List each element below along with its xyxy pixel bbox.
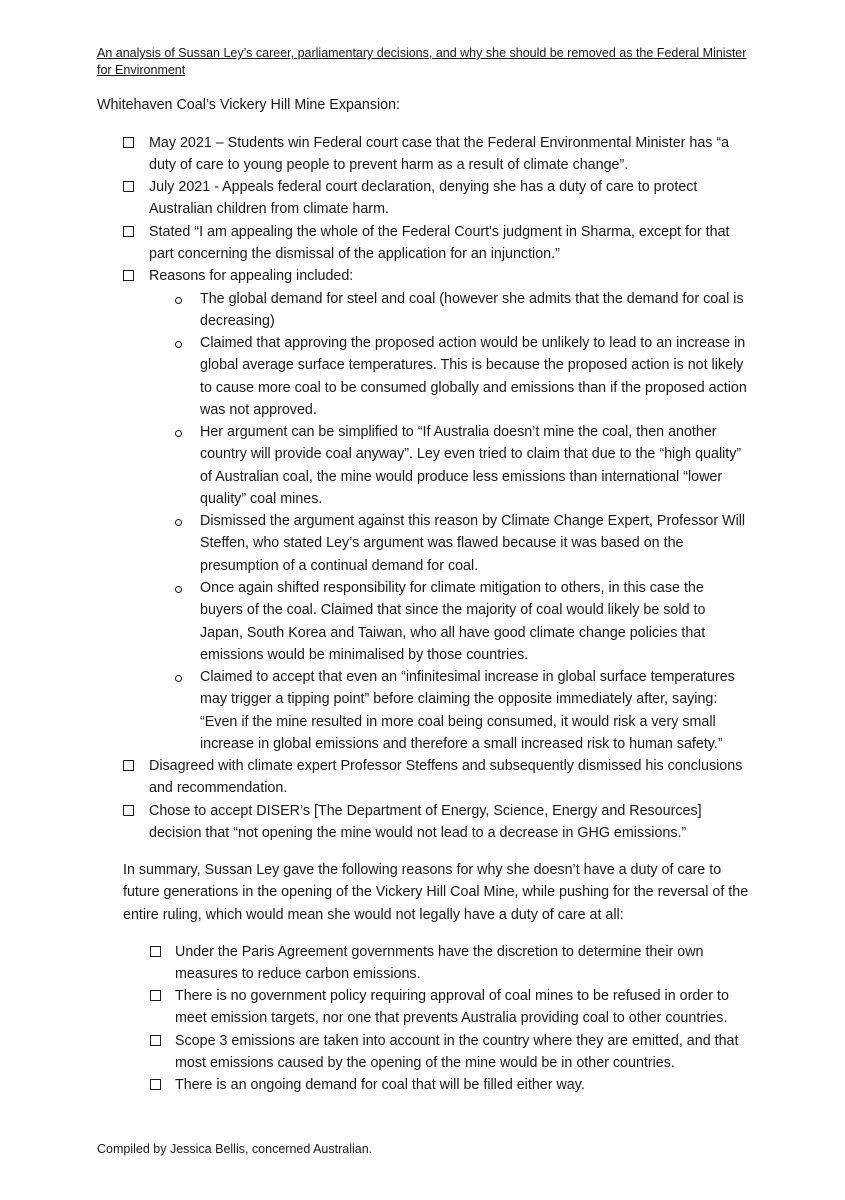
- bullet-icon: [175, 519, 182, 526]
- checkbox[interactable]: [150, 1079, 161, 1090]
- list-item: Once again shifted responsibility for climate mitigation to others, in this case the buyers of the coal. Claimed that since the majority of coal would likely be sold to Japan, South Korea and Taiwan, who all have good climate change policies that emissions would be minimalised by those countries.: [200, 580, 706, 663]
- checkbox[interactable]: [123, 270, 134, 281]
- bullet-icon: [175, 586, 182, 593]
- checklist-item: July 2021 - Appeals federal court declaration, denying she has a duty of care to protect Australian children from climate harm.: [149, 179, 698, 218]
- checkbox[interactable]: [150, 990, 161, 1001]
- list-item: Dismissed the argument against this reason by Climate Change Expert, Professor Will Steffen, who stated Ley’s argument was flawed because it was based on the presumption of a continual demand for coal.: [200, 513, 746, 574]
- footer-credit: Compiled by Jessica Bellis, concerned Australian.: [97, 1142, 373, 1156]
- list-item: Claimed that approving the proposed action would be unlikely to lead to an increase in global average surface temperatures. This is because the proposed action is not likely to cause more coal to be consumed globally and emissions than if the proposed action was not approved.: [200, 335, 747, 418]
- list-item: The global demand for steel and coal (however she admits that the demand for coal is decreasing): [200, 291, 744, 330]
- checkbox[interactable]: [123, 181, 134, 192]
- checkbox[interactable]: [123, 760, 134, 771]
- checkbox[interactable]: [123, 137, 134, 148]
- checklist-item: Reasons for appealing included:: [149, 268, 354, 284]
- bullet-icon: [175, 675, 182, 682]
- document-title: An analysis of Sussan Ley’s career, parliamentary decisions, and why she should be removed as the Federal Minister for Environment: [97, 46, 747, 77]
- checklist-item: May 2021 – Students win Federal court case that the Federal Environmental Minister has “a duty of care to young people to prevent harm as a result of climate change”.: [149, 135, 730, 174]
- checkbox[interactable]: [123, 805, 134, 816]
- checklist-item: There is no government policy requiring approval of coal mines to be refused in order to meet emission targets, nor one that prevents Australia providing coal to other countries.: [175, 988, 729, 1027]
- checklist-item: Scope 3 emissions are taken into account in the country where they are emitted, and that most emissions caused by the opening of the mine would be in other countries.: [175, 1033, 739, 1072]
- section-heading: Whitehaven Coal’s Vickery Hill Mine Expansion:: [97, 97, 401, 113]
- bullet-icon: [175, 297, 182, 304]
- checklist-item: Chose to accept DISER’s [The Department of Energy, Science, Energy and Resources] decision that “not opening the mine would not lead to a decrease in GHG emissions.”: [149, 803, 702, 842]
- checkbox[interactable]: [150, 946, 161, 957]
- checklist-item: There is an ongoing demand for coal that will be filled either way.: [175, 1077, 585, 1093]
- checklist-item: Stated “I am appealing the whole of the Federal Court's judgment in Sharma, except for that part concerning the dismissal of the application for an injunction.”: [149, 224, 730, 263]
- checklist-item: Disagreed with climate expert Professor Steffens and subsequently dismissed his conclusions and recommendation.: [149, 758, 743, 797]
- bullet-icon: [175, 341, 182, 348]
- list-item: Her argument can be simplified to “If Australia doesn’t mine the coal, then another country will provide coal anyway”. Ley even tried to claim that due to the “high quality” of Australian coal, the mine would produce less emissions than international “lower quality” coal mines.: [200, 424, 742, 507]
- checklist-item: Under the Paris Agreement governments have the discretion to determine their own measures to reduce carbon emissions.: [175, 944, 704, 983]
- bullet-icon: [175, 430, 182, 437]
- list-item: Claimed to accept that even an “infinitesimal increase in global surface temperatures may trigger a tipping point” before claiming the opposite immediately after, saying: “Even if the mine resulted in more coal being consumed, it would risk a very small increase in global emissions and therefore a small increased risk to human safety.”: [200, 669, 735, 752]
- summary-paragraph: In summary, Sussan Ley gave the following reasons for why she doesn’t have a duty of care to future generations in the opening of the Vickery Hill Coal Mine, while pushing for the reversal of the entire ruling, which would mean she would not legally have a duty of care at all:: [123, 862, 749, 923]
- checkbox[interactable]: [123, 226, 134, 237]
- checkbox[interactable]: [150, 1035, 161, 1046]
